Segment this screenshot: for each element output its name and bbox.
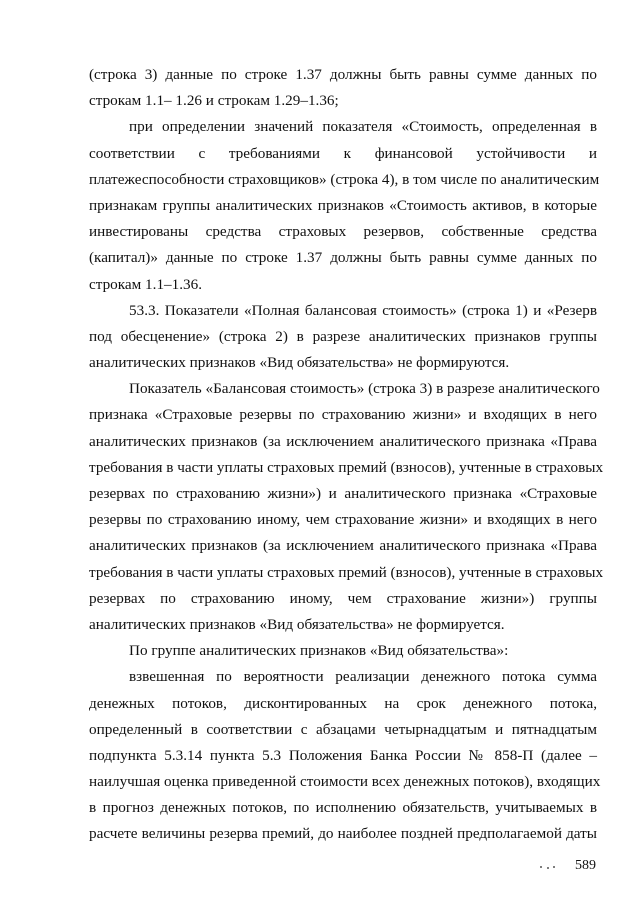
text-line: признакам группы аналитических признаков «Стоимость активов, в которые xyxy=(89,196,597,214)
text-line: взвешенная по вероятности реализации денежного потока сумма xyxy=(129,668,597,686)
text-line: платежеспособности страховщиков» (строка 4), в том числе по аналитическим xyxy=(89,170,600,188)
text-line: требования в части уплаты страховых премий (взносов), учтенные в страховых xyxy=(89,458,604,476)
text-line: 53.3. Показатели «Полная балансовая стоимость» (строка 1) и «Резерв xyxy=(129,301,597,319)
text-line: аналитических признаков (за исключением аналитического признака «Права xyxy=(89,537,597,555)
text-line: (строка 3) данные по строке 1.37 должны быть равны сумме данных по xyxy=(89,66,597,83)
text-line: резервы по страхованию иному, чем страхование жизни» и входящих в него xyxy=(89,511,597,529)
text-line: денежных потоков, дисконтированных на срок денежного потока, xyxy=(89,694,597,712)
text-line: наилучшая оценка приведенной стоимости всех денежных потоков), входящих xyxy=(89,773,601,791)
body-text xyxy=(89,62,604,848)
text-line: аналитических признаков «Вид обязательства» не формируется. xyxy=(89,615,505,633)
text-line: резервах по страхованию иному, чем страхование жизни») группы xyxy=(89,589,597,607)
page-number: 589 xyxy=(575,858,596,873)
text-line: строкам 1.1–1.36. xyxy=(89,275,203,293)
text-line: признака «Страховые резервы по страхованию жизни» и входящих в него xyxy=(89,406,597,424)
text-line: (капитал)» данные по строке 1.37 должны быть равны сумме данных по xyxy=(89,249,597,267)
scan-artifact xyxy=(540,866,556,870)
text-line: определенный в соответствии с абзацами четырнадцатым и пятнадцатым xyxy=(89,720,597,738)
text-line: при определении значений показателя «Стоимость, определенная в xyxy=(129,118,597,136)
text-line: аналитических признаков «Вид обязательства» не формируются. xyxy=(89,354,510,372)
text-line: расчете величины резерва премий, до наиболее поздней предполагаемой даты xyxy=(89,825,597,843)
text-line: строкам 1.1– 1.26 и строкам 1.29–1.36; xyxy=(89,92,339,110)
text-line: под обесценение» (строка 2) в разрезе аналитических признаков группы xyxy=(89,327,597,345)
text-line: требования в части уплаты страховых премий (взносов), учтенные в страховых xyxy=(89,563,604,581)
text-line: подпункта 5.3.14 пункта 5.3 Положения Банка России № 858-П (далее – xyxy=(89,746,597,764)
text-line: аналитических признаков (за исключением аналитического признака «Права xyxy=(89,432,597,450)
text-line: Показатель «Балансовая стоимость» (строка 3) в разрезе аналитического xyxy=(129,380,600,398)
text-line: резервах по страхованию жизни») и аналитического признака «Страховые xyxy=(89,485,597,502)
text-line: соответствии с требованиями к финансовой устойчивости и xyxy=(89,144,597,162)
text-line: инвестированы средства страховых резервов, собственные средства xyxy=(89,223,597,241)
text-line: По группе аналитических признаков «Вид обязательства»: xyxy=(129,642,509,660)
text-line: в прогноз денежных потоков, по исполнению обязательств, учитываемых в xyxy=(89,799,597,817)
